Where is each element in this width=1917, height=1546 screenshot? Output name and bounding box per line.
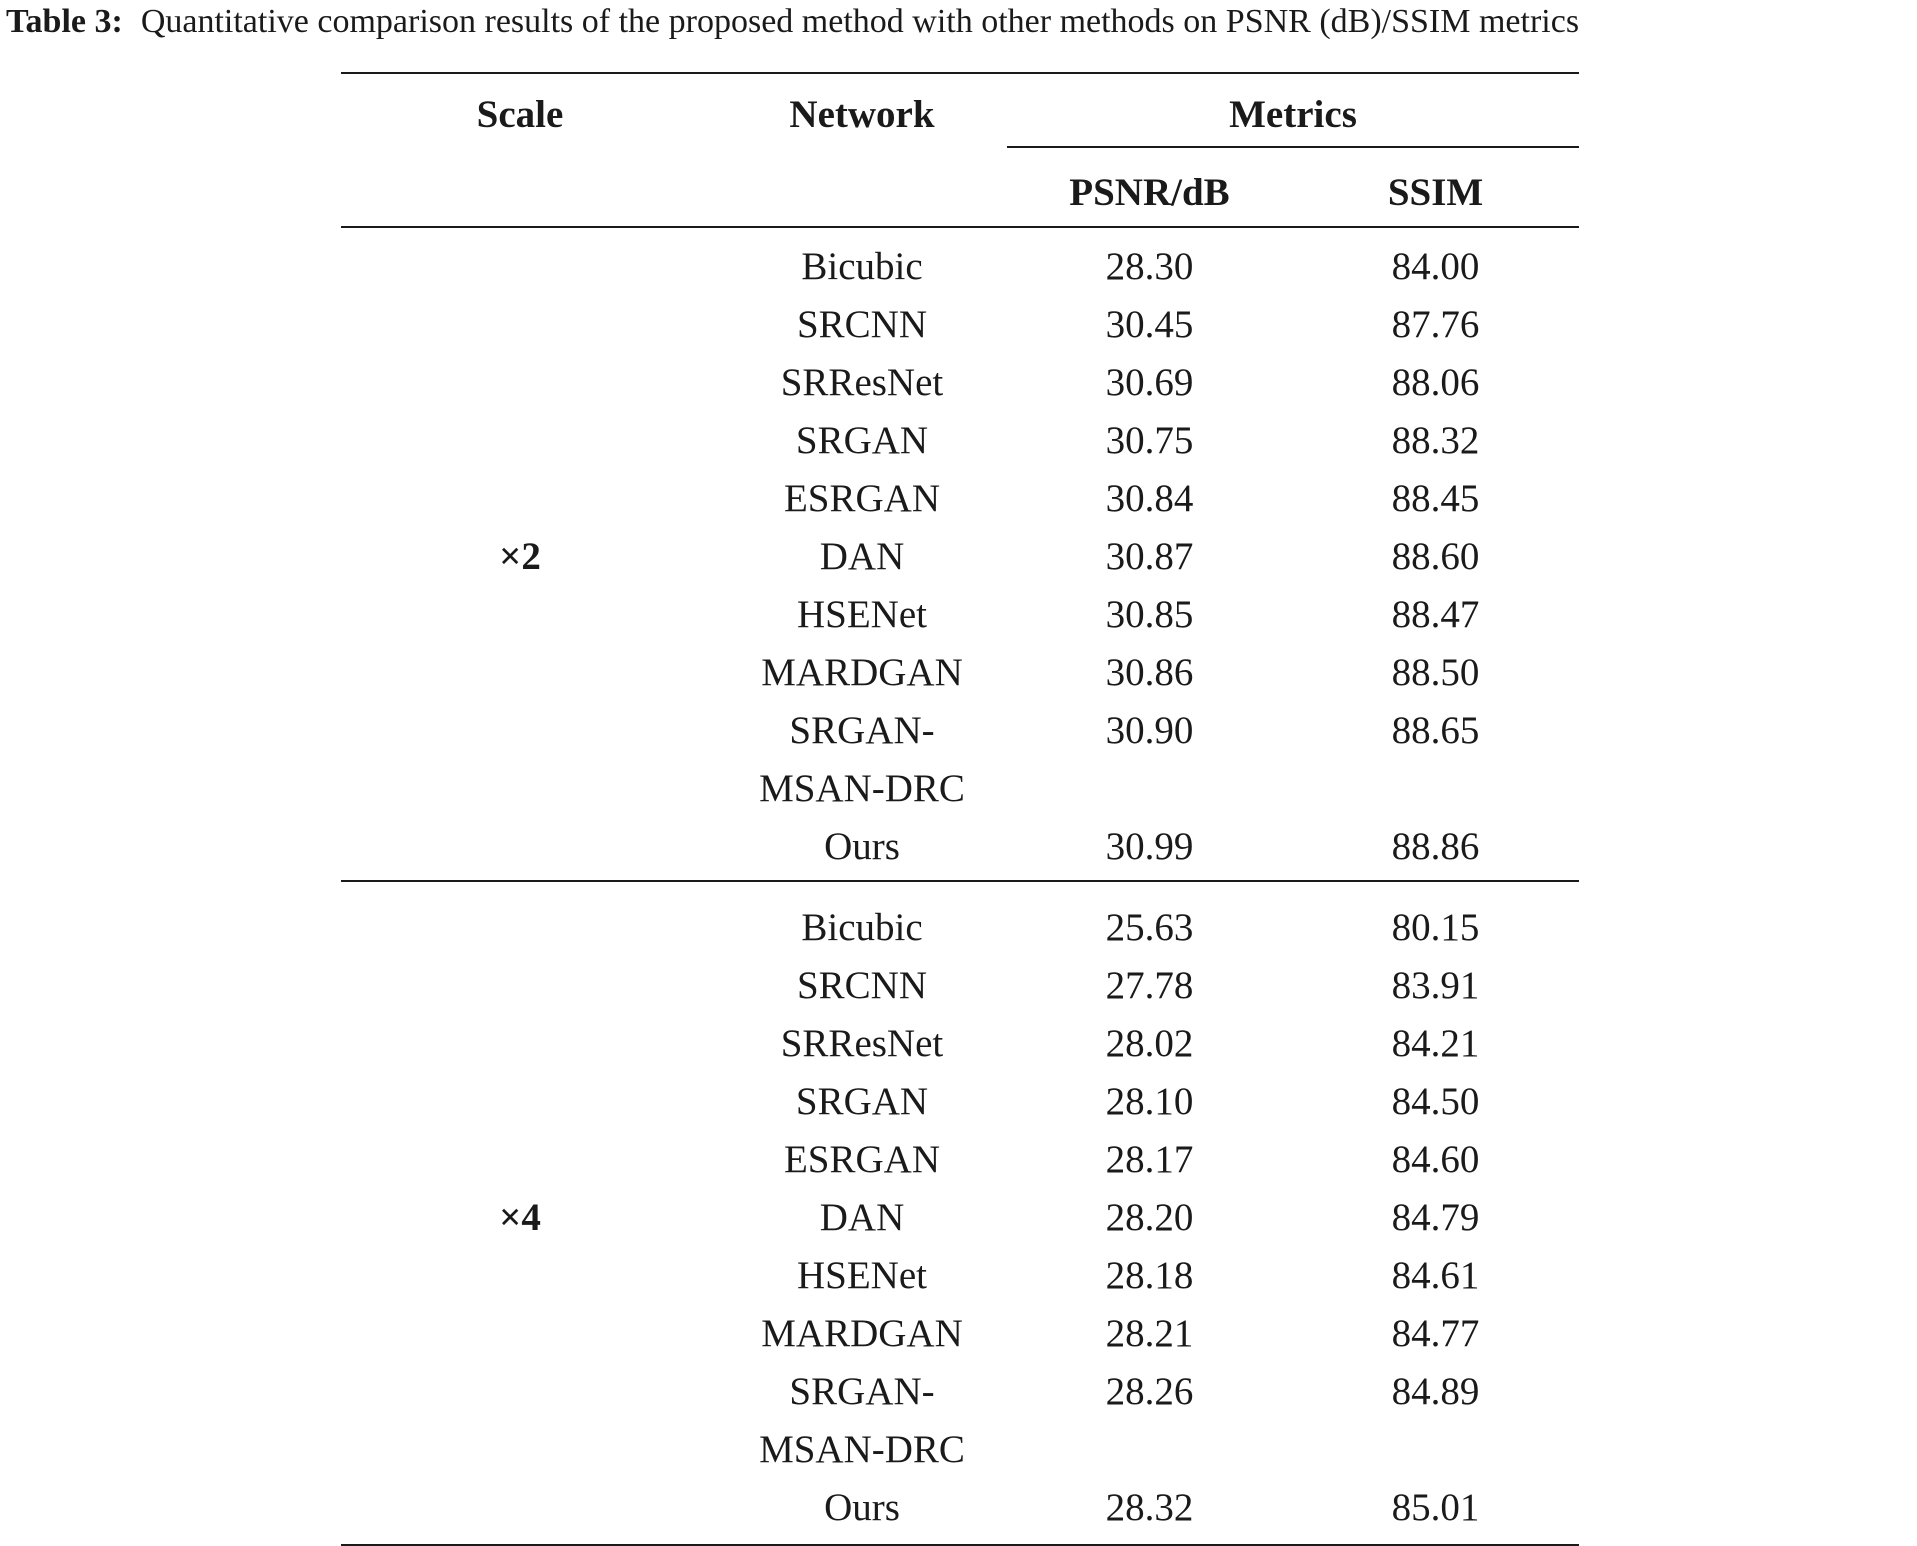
network-name: DAN	[819, 535, 905, 578]
network-name: DAN	[819, 1196, 905, 1239]
network-name: SRCNN	[796, 303, 928, 346]
ssim-value: 83.91	[1391, 964, 1480, 1007]
psnr-value: 30.75	[1105, 419, 1194, 462]
network-name: Bicubic	[801, 906, 923, 949]
network-name: ESRGAN	[783, 477, 941, 520]
ssim-value: 84.61	[1391, 1254, 1480, 1297]
network-name: SRResNet	[780, 361, 944, 404]
psnr-value: 30.86	[1105, 651, 1194, 694]
psnr-value: 28.10	[1105, 1080, 1194, 1123]
network-name: SRResNet	[780, 1022, 944, 1065]
ssim-value: 84.79	[1391, 1196, 1480, 1239]
top-rule	[341, 72, 1579, 74]
header-ssim: SSIM	[1387, 171, 1484, 214]
psnr-value: 30.45	[1105, 303, 1194, 346]
network-name: HSENet	[797, 1254, 927, 1297]
network-name: SRCNN	[796, 964, 928, 1007]
ssim-value: 88.60	[1391, 535, 1480, 578]
ssim-value: 88.45	[1391, 477, 1480, 520]
ssim-value: 88.50	[1391, 651, 1480, 694]
network-name: Bicubic	[801, 245, 923, 288]
psnr-value: 30.87	[1105, 535, 1194, 578]
ssim-value: 84.77	[1391, 1312, 1480, 1355]
ssim-value: 85.01	[1391, 1486, 1480, 1529]
caption-label: Table 3:	[6, 3, 123, 40]
psnr-value: 30.84	[1105, 477, 1194, 520]
network-name: ESRGAN	[783, 1138, 941, 1181]
psnr-value: 28.26	[1105, 1370, 1194, 1413]
network-name: MARDGAN	[761, 1312, 963, 1355]
metrics-underline	[1007, 146, 1579, 148]
psnr-value: 25.63	[1105, 906, 1194, 949]
ssim-value: 88.32	[1391, 419, 1480, 462]
ssim-value: 88.06	[1391, 361, 1480, 404]
ssim-value: 88.47	[1391, 593, 1480, 636]
network-name: SRGAN-	[789, 1370, 935, 1413]
header-network: Network	[789, 93, 935, 136]
ssim-value: 84.00	[1391, 245, 1480, 288]
header-rule	[341, 226, 1579, 228]
ssim-value: 88.86	[1391, 825, 1480, 868]
scale-label: ×4	[499, 1196, 541, 1239]
network-name: SRGAN	[795, 1080, 929, 1123]
psnr-value: 28.17	[1105, 1138, 1194, 1181]
psnr-value: 30.69	[1105, 361, 1194, 404]
ssim-value: 80.15	[1391, 906, 1480, 949]
psnr-value: 30.90	[1105, 709, 1194, 752]
psnr-value: 28.20	[1105, 1196, 1194, 1239]
network-name-continuation: MSAN-DRC	[759, 767, 965, 810]
psnr-value: 28.21	[1105, 1312, 1194, 1355]
ssim-value: 84.89	[1391, 1370, 1480, 1413]
ssim-value: 88.65	[1391, 709, 1480, 752]
network-name-continuation: MSAN-DRC	[759, 1428, 965, 1471]
network-name: SRGAN	[795, 419, 929, 462]
psnr-value: 30.99	[1105, 825, 1194, 868]
psnr-value: 27.78	[1105, 964, 1194, 1007]
header-scale: Scale	[476, 93, 564, 136]
network-name: Ours	[824, 825, 900, 868]
table-caption	[6, 0, 1917, 44]
psnr-value: 28.02	[1105, 1022, 1194, 1065]
ssim-value: 84.50	[1391, 1080, 1480, 1123]
ssim-value: 87.76	[1391, 303, 1480, 346]
header-metrics: Metrics	[1229, 93, 1357, 136]
scale-label: ×2	[499, 535, 541, 578]
psnr-value: 28.32	[1105, 1486, 1194, 1529]
header-psnr: PSNR/dB	[1069, 171, 1230, 214]
caption-text: Quantitative comparison results of the proposed method with other methods on PSNR (dB)/SSIM metrics	[140, 3, 1580, 40]
psnr-value: 28.30	[1105, 245, 1194, 288]
group-divider-rule	[341, 880, 1579, 882]
ssim-value: 84.21	[1391, 1022, 1480, 1065]
network-name: SRGAN-	[789, 709, 935, 752]
network-name: MARDGAN	[761, 651, 963, 694]
network-name: HSENet	[797, 593, 927, 636]
ssim-value: 84.60	[1391, 1138, 1480, 1181]
psnr-value: 30.85	[1105, 593, 1194, 636]
psnr-value: 28.18	[1105, 1254, 1194, 1297]
network-name: Ours	[824, 1486, 900, 1529]
